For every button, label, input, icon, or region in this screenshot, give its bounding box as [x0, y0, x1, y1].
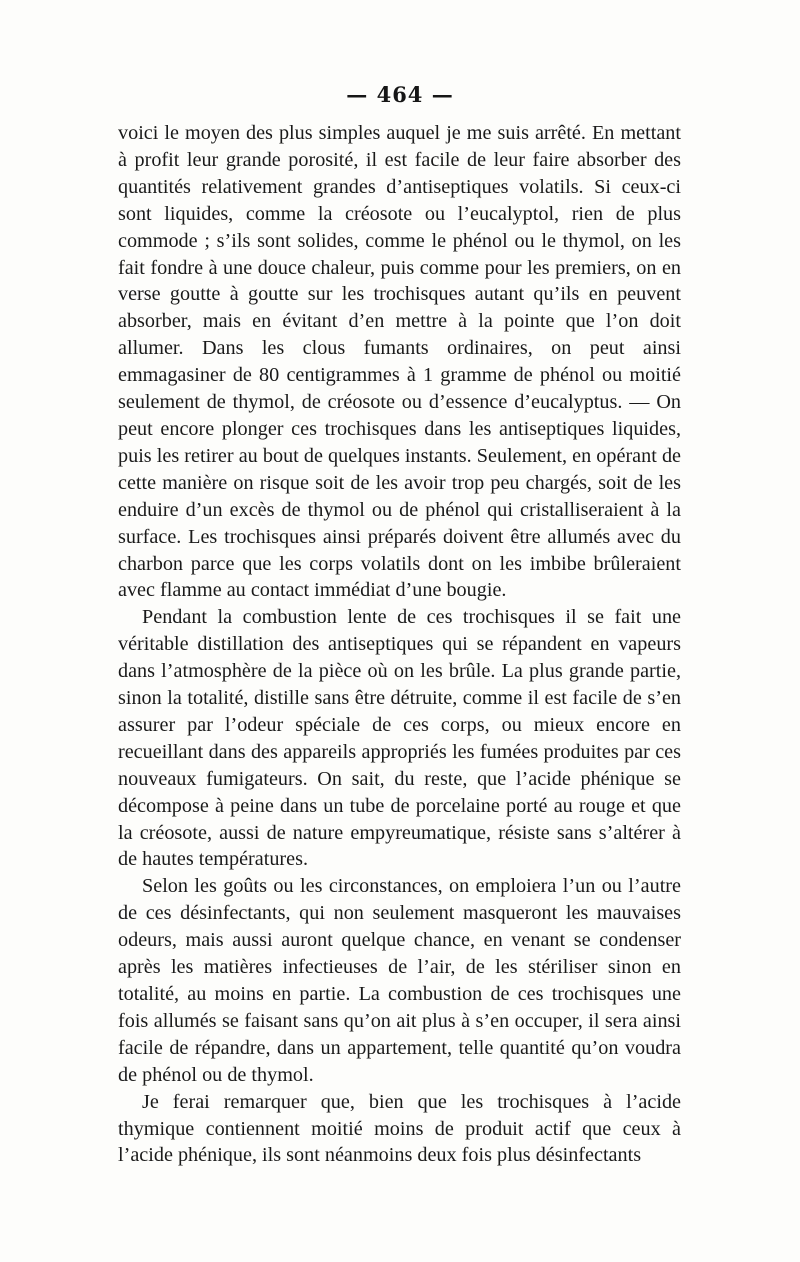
paragraph-3: Selon les goûts ou les circonstances, on emploiera l’un ou l’autre de ces désinfectants, qui non seulement masqueront les mauvaises odeurs, mais aussi auront quelque chance, en venant se condenser après les matières infectieuses de l’air, de les stériliser sinon en totalité, au moins en partie. La combustion de ces trochisques une fois allumés se faisant sans qu’on ait plus à s’en occuper, il sera ainsi facile de répandre, dans un appartement, telle quantité qu’on voudra de phénol ou de thymol. [118, 875, 681, 1086]
paragraph-2: Pendant la combustion lente de ces trochisques il se fait une véritable distillation des antiseptiques qui se répandent en vapeurs dans l’atmosphère de la pièce où on les brûle. La plus grande partie, sinon la totalité, distille sans être détruite, comme il est facile de s’en assurer par l’odeur spéciale de ces corps, ou mieux encore en recueillant dans des appareils appropriés les fumées produites par ces nouveaux fumigateurs. On sait, du reste, que l’acide phénique se décompose à peine dans un tube de porcelaine porté au rouge et que la créosote, aussi de nature empyreumatique, résiste sans s’altérer à de hautes températures. [118, 606, 681, 871]
paragraph-1: voici le moyen des plus simples auquel je me suis arrêté. En mettant à profit leur grande porosité, il est facile de leur faire absorber des quantités relativement grandes d’antiseptiques volatils. Si ceux-ci sont liquides, comme la créosote ou l’eucalyptol, rien de plus commode ; s’ils sont solides, comme le phénol ou le thymol, on les fait fondre à une douce chaleur, puis comme pour les premiers, on en verse goutte à goutte sur les trochisques autant qu’ils en peuvent absorber, mais en évitant d’en mettre à la pointe que l’on doit allumer. Dans les clous fumants ordinaires, on peut ainsi emmagasiner de 80 centigrammes à 1 gramme de phénol ou moitié seulement de thymol, de créosote ou d’essence d’eucalyptus. — On peut encore plonger ces trochisques dans les antiseptiques liquides, puis les retirer au bout de quelques instants. Seulement, en opérant de cette manière on risque soit de les avoir trop peu chargés, soit de les enduire d’un excès de thymol ou de phénol qui cristalliseraient à la surface. Les trochisques ainsi préparés doivent être allumés avec du charbon parce que les corps volatils dont on les imbibe brûleraient avec flamme au contact immédiat d’une bougie. [118, 122, 681, 602]
body-text [118, 120, 681, 1169]
paragraph-4: Je ferai remarquer que, bien que les trochisques à l’acide thymique contiennent moitié moins de produit actif que ceux à l’acide phénique, ils sont néanmoins deux fois plus désinfectants [118, 1090, 681, 1167]
page-number: — 464 — [346, 82, 454, 107]
